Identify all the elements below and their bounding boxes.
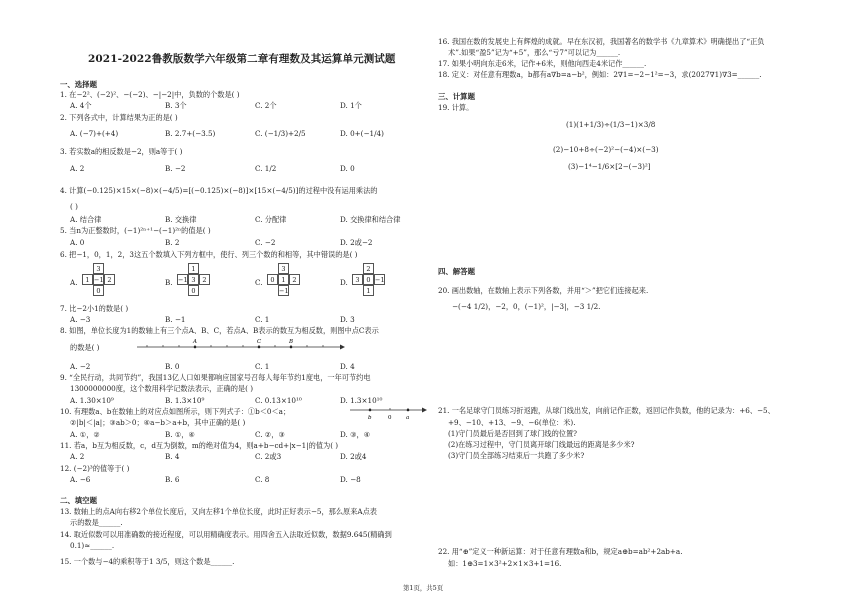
section-choice: 一、选择题 [60, 80, 97, 89]
question-4-cont: ( ) [70, 202, 78, 211]
question-21-part-1: (1)守门员最后是否回到了球门线的位置? [448, 429, 578, 438]
q5-option-a: A. 0 [70, 238, 85, 247]
q4-option-b: B. 交换律 [165, 215, 197, 224]
q1-option-a: A. 4个 [70, 101, 92, 110]
number-line-q8 [135, 337, 345, 355]
label-zero: 0 [388, 415, 392, 421]
grid-cell: −1 [94, 276, 104, 284]
question-8-cont: 的数是( ) [70, 343, 100, 352]
question-1: 1. 在−2²、(−2)²、−(−2)、−|−2|中，负数的个数是( ) [60, 90, 240, 99]
q11-option-b: B. 4 [165, 452, 180, 461]
grid-cell: 0 [267, 274, 278, 285]
question-19: 19. 计算。 [438, 103, 474, 112]
grid-cell: 3 [93, 263, 104, 274]
grid-cell: 0 [93, 285, 104, 296]
calc-item-2: (2)−10+8÷(−2)²−(−4)×(−3) [553, 145, 659, 154]
q9-option-d: D. 1.3×10¹⁰ [340, 396, 383, 405]
grid-cell: 2 [289, 274, 300, 285]
q10-option-d: D. ③，④ [340, 430, 371, 439]
q2-option-c: C. (−1/3)+2/5 [255, 129, 306, 138]
q7-option-a: A. −3 [70, 315, 91, 324]
question-7: 7. 比−2小1的数是( ) [60, 304, 129, 313]
section-answer: 四、解答题 [438, 267, 475, 276]
q6-option-b: B. [165, 278, 173, 287]
grid-cell: −1 [279, 287, 289, 295]
q1-option-b: B. 3个 [165, 101, 187, 110]
q11-option-c: C. 2或3 [255, 452, 282, 461]
q9-option-a: A. 1.30×10⁹ [70, 396, 114, 405]
grid-cell: 2 [363, 263, 374, 274]
question-2: 2. 下列各式中，计算结果为正的是( ) [60, 113, 178, 122]
question-9: 9. “全民行动，共同节约”，我国13亿人口如果都响应国家号召每人每年节约1度电，一年可节约电 [60, 373, 371, 382]
question-18: 18. 定义：对任意有理数a，b都有a∇b=a−b²，例如：2∇1=−2−1²=−3，求(2027∇1)∇3=______. [438, 70, 762, 79]
q10-option-c: C. ②，③ [255, 430, 285, 439]
q8-option-d: D. 4 [340, 362, 355, 371]
q2-option-a: A. (−7)+(+4) [70, 129, 119, 138]
question-12: 12. (−2)³的值等于( ) [60, 464, 130, 473]
question-21-part-2: (2)在练习过程中，守门员离开球门线最远的距离是多少米? [448, 440, 635, 449]
label-c: C [257, 339, 262, 345]
q8-option-c: C. 1 [255, 362, 270, 371]
q2-option-d: D. 0+(−1/4) [340, 129, 384, 138]
question-14: 14. 取近似数可以用准确数的接近程度，可以用精确度表示。用四舍五入法取近似数，数据9.645(精确到 [60, 530, 392, 539]
point-b [369, 409, 372, 412]
question-16-cont: 术”.如果“盈5”记为“+5”，那么“亏7”可以记为______. [448, 48, 621, 57]
number-line-q10 [348, 402, 428, 422]
question-15: 15. 一个数与−4的乘积等于1 3/5，则这个数是______. [60, 557, 235, 566]
grid-cell: 3 [188, 274, 199, 285]
point-a [407, 409, 410, 412]
grid-cell: 1 [363, 285, 374, 296]
calc-item-1: (1)(1+1/3)÷(1/3−1)×3/8 [566, 120, 656, 129]
point-b [290, 346, 293, 349]
q5-option-d: D. 2或−2 [340, 238, 373, 247]
section-fill: 二、填空题 [60, 496, 97, 505]
q12-option-b: B. 6 [165, 475, 180, 484]
question-13: 13. 数轴上的点A向右移2个单位长度后，又向左移1个单位长度，此时正好表示−5，那么原来A点表 [60, 507, 377, 516]
q8-option-b: B. 0 [165, 362, 180, 371]
q12-option-d: D. −8 [340, 475, 361, 484]
q6-option-d: D. [340, 278, 348, 287]
q1-option-c: C. 2个 [255, 101, 277, 110]
grid-cell: 1 [278, 274, 289, 285]
question-5: 5. 当n为正整数时，(−1)²ⁿ⁺¹−(−1)²ⁿ的值是( ) [60, 226, 211, 235]
point-a [194, 346, 197, 349]
grid-cell: 2 [104, 274, 115, 285]
grid-cell: 1 [188, 263, 199, 274]
q2-option-b: B. 2.7+(−3.5) [165, 129, 216, 138]
q7-option-c: C. 1 [255, 315, 270, 324]
question-20: 20. 画出数轴，在数轴上表示下列各数，并用“＞”把它们连接起来. [438, 286, 649, 295]
grid-cell: −1 [375, 276, 385, 284]
q4-option-a: A. 结合律 [70, 215, 102, 224]
q3-option-a: A. 2 [70, 164, 85, 173]
question-21: 21. 一名足球守门员练习折返跑，从球门线出发，向前记作正数，返回记作负数，他的记录为：+6、−5、 [438, 406, 775, 415]
q10-option-a: A. ①，② [70, 430, 100, 439]
q11-option-d: D. 2或4 [340, 452, 367, 461]
question-9-cont: 1300000000度，这个数用科学记数法表示，正确的是( ) [70, 384, 253, 393]
question-14-cont: 0.1)≈______. [70, 541, 115, 550]
section-calc: 三、计算题 [438, 92, 475, 101]
grid-cell: 3 [278, 263, 289, 274]
label-b: b [368, 415, 372, 421]
q5-option-c: C. −2 [255, 238, 276, 247]
q11-option-a: A. 2 [70, 452, 85, 461]
question-10: 10. 有理数a、b在数轴上的对应点如图所示，则下列式子：①b＜0＜a； [60, 407, 291, 416]
q6-option-c: C. [255, 278, 263, 287]
q12-option-a: A. −6 [70, 475, 91, 484]
q12-option-c: C. 8 [255, 475, 270, 484]
q3-option-b: B. −2 [165, 164, 186, 173]
label-b: B [289, 339, 294, 345]
q9-option-c: C. 0.13×10¹⁰ [255, 396, 302, 405]
calc-item-3: (3)−1⁴−1/6×[2−(−3)²] [568, 162, 651, 171]
label-a: a [406, 415, 410, 421]
q10-option-b: B. ①，④ [165, 430, 195, 439]
question-20-cont: −(−4 1/2)，−2，0，(−1)²，|−3|，−3 1/2. [452, 302, 601, 311]
page-title: 2021-2022鲁教版数学六年级第二章有理数及其运算单元测试题 [88, 53, 396, 65]
page-footer: 第1页，共5页 [403, 584, 444, 592]
question-6: 6. 把−1，0，1，2，3这五个数填入下列方框中，使行、列三个数的和相等，其中错误的是( ) [60, 250, 358, 259]
question-11: 11. 若a，b互为相反数，c，d互为倒数，m的绝对值为4，则a+b−cd+|x−1|的值为( ) [60, 441, 339, 450]
q7-option-b: B. −1 [165, 315, 186, 324]
label-a: A [193, 339, 197, 345]
question-22-cont: 如：1⊕3=1×3²+2×1×3+1=16. [448, 559, 562, 568]
question-3: 3. 若实数a的相反数是−2，则a等于( ) [60, 147, 183, 156]
question-17: 17. 如果小明向东走6米，记作+6米，则他向西走4米记作______. [438, 59, 647, 68]
question-16: 16. 我国在数的发展史上有辉煌的成就。早在东汉初，我国著名的数学书《九章算术》明确提出了“正负 [438, 37, 765, 46]
q3-option-c: C. 1/2 [255, 164, 277, 173]
grid-cell: 2 [199, 274, 210, 285]
point-c [258, 346, 261, 349]
question-10-cont: ②|b|＜|a|；③ab＞0；④a−b＞a+b，其中正确的是( ) [70, 418, 246, 427]
q7-option-d: D. 3 [340, 315, 355, 324]
grid-cell: 0 [188, 285, 199, 296]
q3-option-d: D. 0 [340, 164, 355, 173]
question-21-cont: +9、−10、+13、−9、−6(单位：米). [448, 418, 576, 427]
grid-cell: 3 [352, 274, 363, 285]
q5-option-b: B. 2 [165, 238, 180, 247]
question-22: 22. 用“⊕”定义一种新运算：对于任意有理数a和b，规定a⊕b=ab²+2ab+a. [438, 547, 683, 556]
q9-option-b: B. 1.3×10⁹ [165, 396, 205, 405]
question-13-cont: 示的数是______. [70, 518, 123, 527]
grid-cell: 1 [82, 274, 93, 285]
question-4: 4. 计算(−0.125)×15×(−8)×(−4/5)=[(−0.125)×(−8)]×[15×(−4/5)]的过程中没有运用乘法的 [60, 186, 378, 195]
q6-option-a: A. [70, 278, 78, 287]
grid-cell: −1 [178, 276, 188, 284]
question-8: 8. 如图，单位长度为1的数轴上有三个点A、B、C，若点A、B表示的数互为相反数，则图中点C表示 [60, 326, 379, 335]
q4-option-c: C. 分配律 [255, 215, 287, 224]
grid-cell: 0 [363, 274, 374, 285]
question-21-part-3: (3)守门员全部练习结束后一共跑了多少米? [448, 451, 585, 460]
q8-option-a: A. −2 [70, 362, 91, 371]
q4-option-d: D. 交换律和结合律 [340, 215, 401, 224]
q1-option-d: D. 1个 [340, 101, 362, 110]
